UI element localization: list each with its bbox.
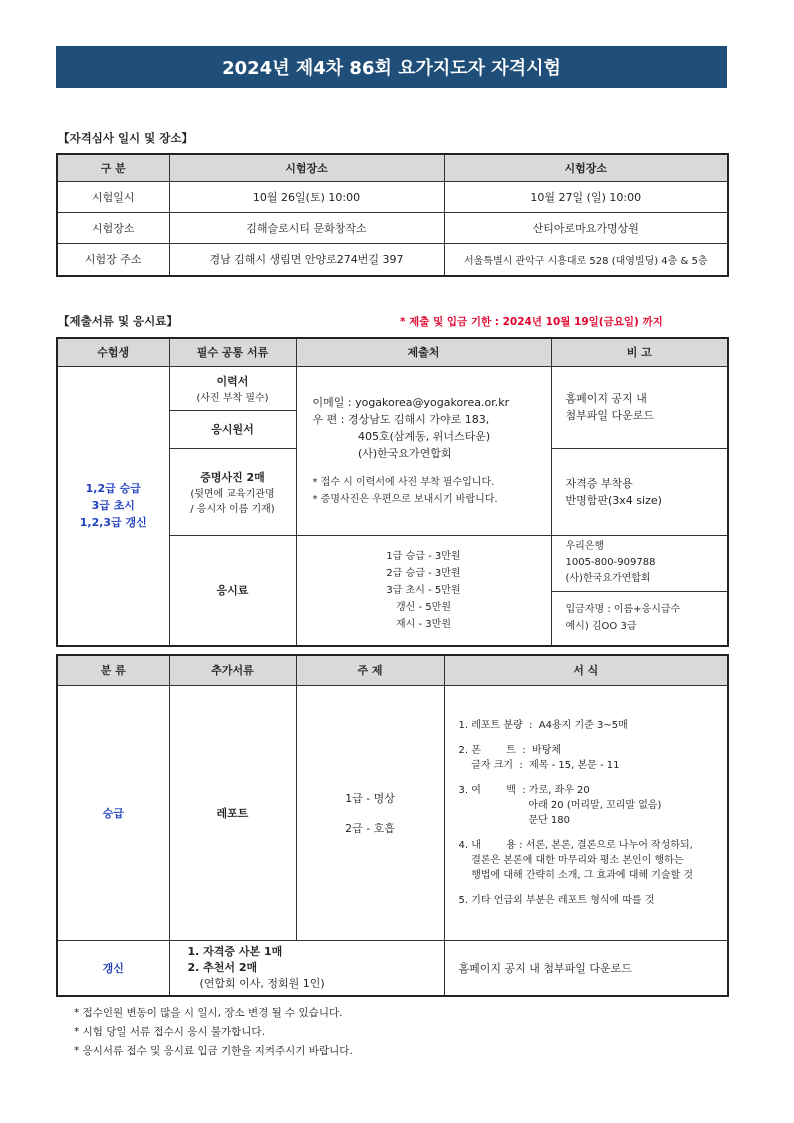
footnote: * 접수인원 변동이 많을 시 일시, 장소 변경 될 수 있습니다. — [74, 1007, 343, 1019]
doc-fee: 응시료 — [169, 535, 296, 646]
report-doc: 레포트 — [169, 685, 296, 940]
header-category: 구 분 — [57, 154, 169, 181]
footnote: * 시험 당일 서류 접수시 응시 불가합니다. — [74, 1026, 265, 1038]
topic-cell: 1급 - 명상 2급 - 호흡 — [296, 685, 444, 940]
additional-docs-table — [56, 654, 729, 997]
promotion-label: 승급 — [57, 685, 169, 940]
table-row: 시험일시 10월 26일(토) 10:00 10월 27일 (일) 10:00 — [57, 181, 728, 212]
header-classification: 분 류 — [57, 655, 169, 685]
header-applicant: 수험생 — [57, 338, 169, 366]
renewal-format: 홈페이지 공지 내 첨부파일 다운로드 — [444, 940, 728, 996]
remark-download: 홈페이지 공지 내 첨부파일 다운로드 — [551, 366, 728, 448]
header-additional-docs: 추가서류 — [169, 655, 296, 685]
doc-application: 응시원서 — [169, 410, 296, 448]
remark-photo: 자격증 부착용 반명함판(3x4 size) — [551, 448, 728, 535]
header-topic: 주 제 — [296, 655, 444, 685]
header-submit-to: 제출처 — [296, 338, 551, 366]
table-row: 시험장소 김해슬로시티 문화창작소 산티아로마요가명상원 — [57, 212, 728, 243]
header-venue-1: 시험장소 — [169, 154, 444, 181]
header-venue-2: 시험장소 — [444, 154, 728, 181]
applicant-cell: 1,2급 승급 3급 초시 1,2,3급 갱신 — [57, 366, 169, 646]
exam-schedule-table — [56, 153, 729, 277]
section2-heading: 【제출서류 및 응시료】 — [58, 314, 178, 328]
header-remarks: 비 고 — [551, 338, 728, 366]
fee-list: 1급 승급 - 3만원 2급 승급 - 3만원 3급 초시 - 5만원 갱신 - 5만원 재시 - 3만원 — [296, 535, 551, 646]
remark-bank: 우리은행 1005-800-909788 (사)한국요가연합회 — [551, 535, 728, 591]
section1-heading: 【자격심사 일시 및 장소】 — [58, 131, 193, 145]
renewal-docs: 1. 자격증 사본 1매 2. 추천서 2매 (연합회 이사, 정회원 1인) — [169, 940, 444, 996]
renewal-label: 갱신 — [57, 940, 169, 996]
doc-photo: 증명사진 2매 (뒷면에 교육기관명 / 응시자 이름 기재) — [169, 448, 296, 535]
footnote: * 응시서류 접수 및 응시료 입금 기한을 지켜주시기 바랍니다. — [74, 1045, 353, 1057]
header-required-docs: 필수 공통 서류 — [169, 338, 296, 366]
page-title: 2024년 제4차 86회 요가지도자 자격시험 — [56, 46, 727, 88]
deadline-note: * 제출 및 입금 기한 : 2024년 10월 19일(금요일) 까지 — [400, 316, 663, 328]
remark-depositor: 입금자명 : 이름+응시급수 예시) 김OO 3급 — [551, 591, 728, 646]
documents-table — [56, 337, 729, 647]
header-format: 서 식 — [444, 655, 728, 685]
submit-to-cell: 이메일 : yogakorea@yogakorea.or.kr 우 편 : 경상남도 김해시 가야로 183, 405호(삼계동, 위너스타운) (사)한국요가연합회 * 접수 시 이력서에 사진 부착 필수입니다. * 증명사진은 우편으로 보내시기 바랍니다. — [296, 366, 551, 535]
table-row: 시험장 주소 경남 김해시 생림면 안양로274번길 397 서울특별시 관악구 시흥대로 528 (대영빌딩) 4층 & 5층 — [57, 243, 728, 276]
format-cell: 1. 레포트 분량 : A4용지 기준 3~5매 2. 폰 트 : 바탕체 글자 크기 : 제목 - 15, 본문 - 11 3. 여 백 : 가로, 좌우 20 아래 20 (머리말, 꼬리말 없음) 문단 180 4. 내 용 : 서론, 본론, 결론으로 나누어 작성하되, 결론은 본론에 대한 마무리와 평소 본인이 행하는 행법에 대해 간략히 소개, 그 효과에 대해 기술할 것 5. 기타 언급외 부분은 레포트 형식에 따를 것 — [444, 685, 728, 940]
doc-resume: 이력서 (사진 부착 필수) — [169, 366, 296, 410]
